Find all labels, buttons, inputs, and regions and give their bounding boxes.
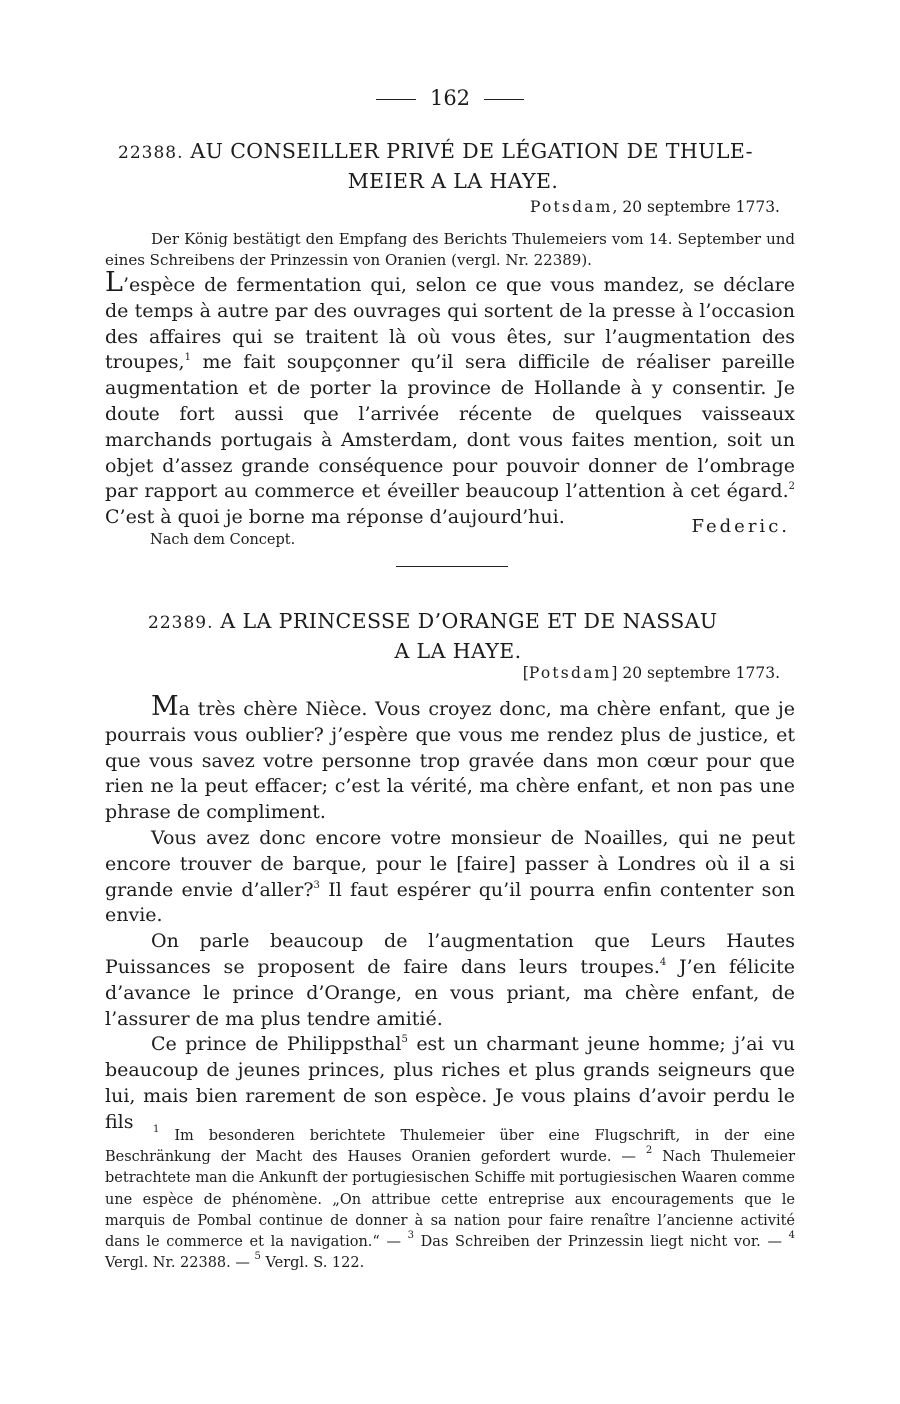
footnote-number-5: 5 <box>254 1251 261 1263</box>
footnote-ref-1: 1 <box>184 352 191 364</box>
letter1-dateline <box>400 198 780 216</box>
letter2-heading-line1 <box>148 607 768 637</box>
letter2-date: ] 20 septembre 1773. <box>611 664 780 682</box>
letter1-heading <box>118 137 788 195</box>
letter1-summary: Der König bestätigt den Empfang des Berichts Thulemeiers vom 14. September und eines Schreibens der Prinzessin von Oranien (vergl. Nr. 22389). <box>105 230 795 269</box>
letter1-number: 22388. <box>118 143 184 163</box>
letter1-title-line2: MEIER A LA HAYE. <box>347 169 559 193</box>
letter2-p4-start: Ce prince de Philippsthal <box>151 1033 402 1056</box>
letter2-place: Potsdam <box>528 664 612 682</box>
letter2-paragraph-2 <box>105 826 795 929</box>
letter2-p2-end: Il faut espérer qu’il pourra enfin contenter son envie. <box>105 878 795 927</box>
letter1-body-part3: C’est à quoi je borne ma réponse d’aujourd’hui. <box>105 506 565 529</box>
letter2-initial: M <box>151 691 179 722</box>
letter2-heading <box>148 607 768 665</box>
page-number-dash-left <box>376 99 416 100</box>
letter1-body-part1: ’espèce de fermentation qui, selon ce que vous mandez, se déclare de temps à autre par des ouvrages qui sortent de la presse à l’occasion des affaires qui se traitent là où vous êtes, sur l’augmentation des troupes, <box>105 274 795 374</box>
letter1-body <box>105 267 795 531</box>
letter1-title-line1: AU CONSEILLER PRIVÉ DE LÉGATION DE THULE- <box>190 139 753 163</box>
letter1-heading-line1 <box>118 137 788 167</box>
letter2-p3-end: J’en félicite d’avance le prince d’Orange, en vous priant, ma chère enfant, de l’assurer de ma plus tendre amitié. <box>105 955 795 1030</box>
letter1-date: , 20 septembre 1773. <box>612 198 780 216</box>
letter2-number: 22389. <box>148 613 214 633</box>
footnote-ref-3: 3 <box>313 879 320 891</box>
footnote-ref-4: 4 <box>659 956 667 968</box>
footnote-5-text: Vergl. S. 122. <box>260 1255 365 1272</box>
letter2-title-line1: A LA PRINCESSE D’ORANGE ET DE NASSAU <box>220 609 718 633</box>
letter2-place-bracket: [ <box>522 664 529 682</box>
footnote-number-3: 3 <box>407 1230 415 1242</box>
footnote-2-text: Nach Thulemeier betrachtete man die Ankunft der portugiesischen Schiffe mit portugiesischen Waaren comme une espèce de phénomène. „On attribue cette entreprise aux encouragements que le marquis de Pombal continue de donner à sa nation pour faire renaître l’ancienne activité dans le commerce et la navigation.“ — <box>105 1149 795 1251</box>
letter1-source-note: Nach dem Concept. <box>150 532 296 548</box>
page-number-text: 162 <box>429 86 471 110</box>
footnote-ref-2: 2 <box>788 481 795 493</box>
footnote-4-text: Vergl. Nr. 22388. — <box>105 1255 255 1272</box>
letter2-p3-text: On parle beaucoup de l’augmentation que Leurs Hautes Puissances se proposent de faire dans leurs troupes. <box>105 930 795 978</box>
letter-separator-rule <box>396 566 508 567</box>
letter2-p1-text: a très chère Nièce. Vous croyez donc, ma chère enfant, que je pourrais vous oublier? j’espère que vous me rendez plus de justice, et que vous savez votre personne trop gravée dans mon cœur pour que rien ne la peut effacer; c’est la vérité, ma chère enfant, et non pas une phrase de compliment. <box>105 698 795 824</box>
footnote-number-4: 4 <box>788 1230 795 1242</box>
footnote-ref-5: 5 <box>401 1034 408 1046</box>
letter2-p2-text: Vous avez donc encore votre monsieur de Noailles, qui ne peut encore trouver de barque, pour le [faire] passer à Londres où il a si grande envie d’aller? <box>105 826 795 901</box>
footnotes <box>105 1126 795 1274</box>
letter2-dateline <box>400 664 780 682</box>
footnote-1-text: Im besonderen berichtete Thulemeier über eine Flugschrift, in der eine Beschränkung der Macht des Hauses Oranien gefordert wurde. — <box>105 1128 795 1166</box>
letter2-title-line2: A LA HAYE. <box>394 639 522 663</box>
letter1-signature: Federic. <box>691 516 790 537</box>
footnote-number-1: 1 <box>153 1124 160 1135</box>
letter2-p4-text: est un charmant jeune homme; j’ai vu beaucoup de jeunes princes, plus riches et plus grands seigneurs que lui, mais bien rarement de son espèce. Je vous plains d’avoir perdu le fils <box>105 1033 795 1133</box>
letter2-body <box>105 691 795 1136</box>
footnote-3-text: Das Schreiben der Prinzessin liegt nicht vor. — <box>414 1234 789 1251</box>
letter2-paragraph-1 <box>105 691 795 826</box>
page-number <box>0 86 900 110</box>
letter1-body-part2: me fait soupçonner qu’il sera difficile de réaliser pareille augmentation et de porter la province de Hollande à y consentir. Je doute fort aussi que l’arrivée récente de quelques vaisseaux marchands portugais à Amsterdam, dont vous faites mention, soit un objet d’assez grande conséquence pour pouvoir donner de l’ombrage par rapport au commerce et éveiller beaucoup l’attention à cet égard. <box>105 351 795 503</box>
letter2-paragraph-3 <box>105 929 795 1032</box>
footnote-number-2: 2 <box>645 1145 653 1157</box>
letter1-place: Potsdam <box>529 198 613 216</box>
page-number-dash-right <box>484 99 524 100</box>
letter1-initial: L <box>105 267 123 298</box>
letter2-paragraph-4 <box>105 1032 795 1135</box>
